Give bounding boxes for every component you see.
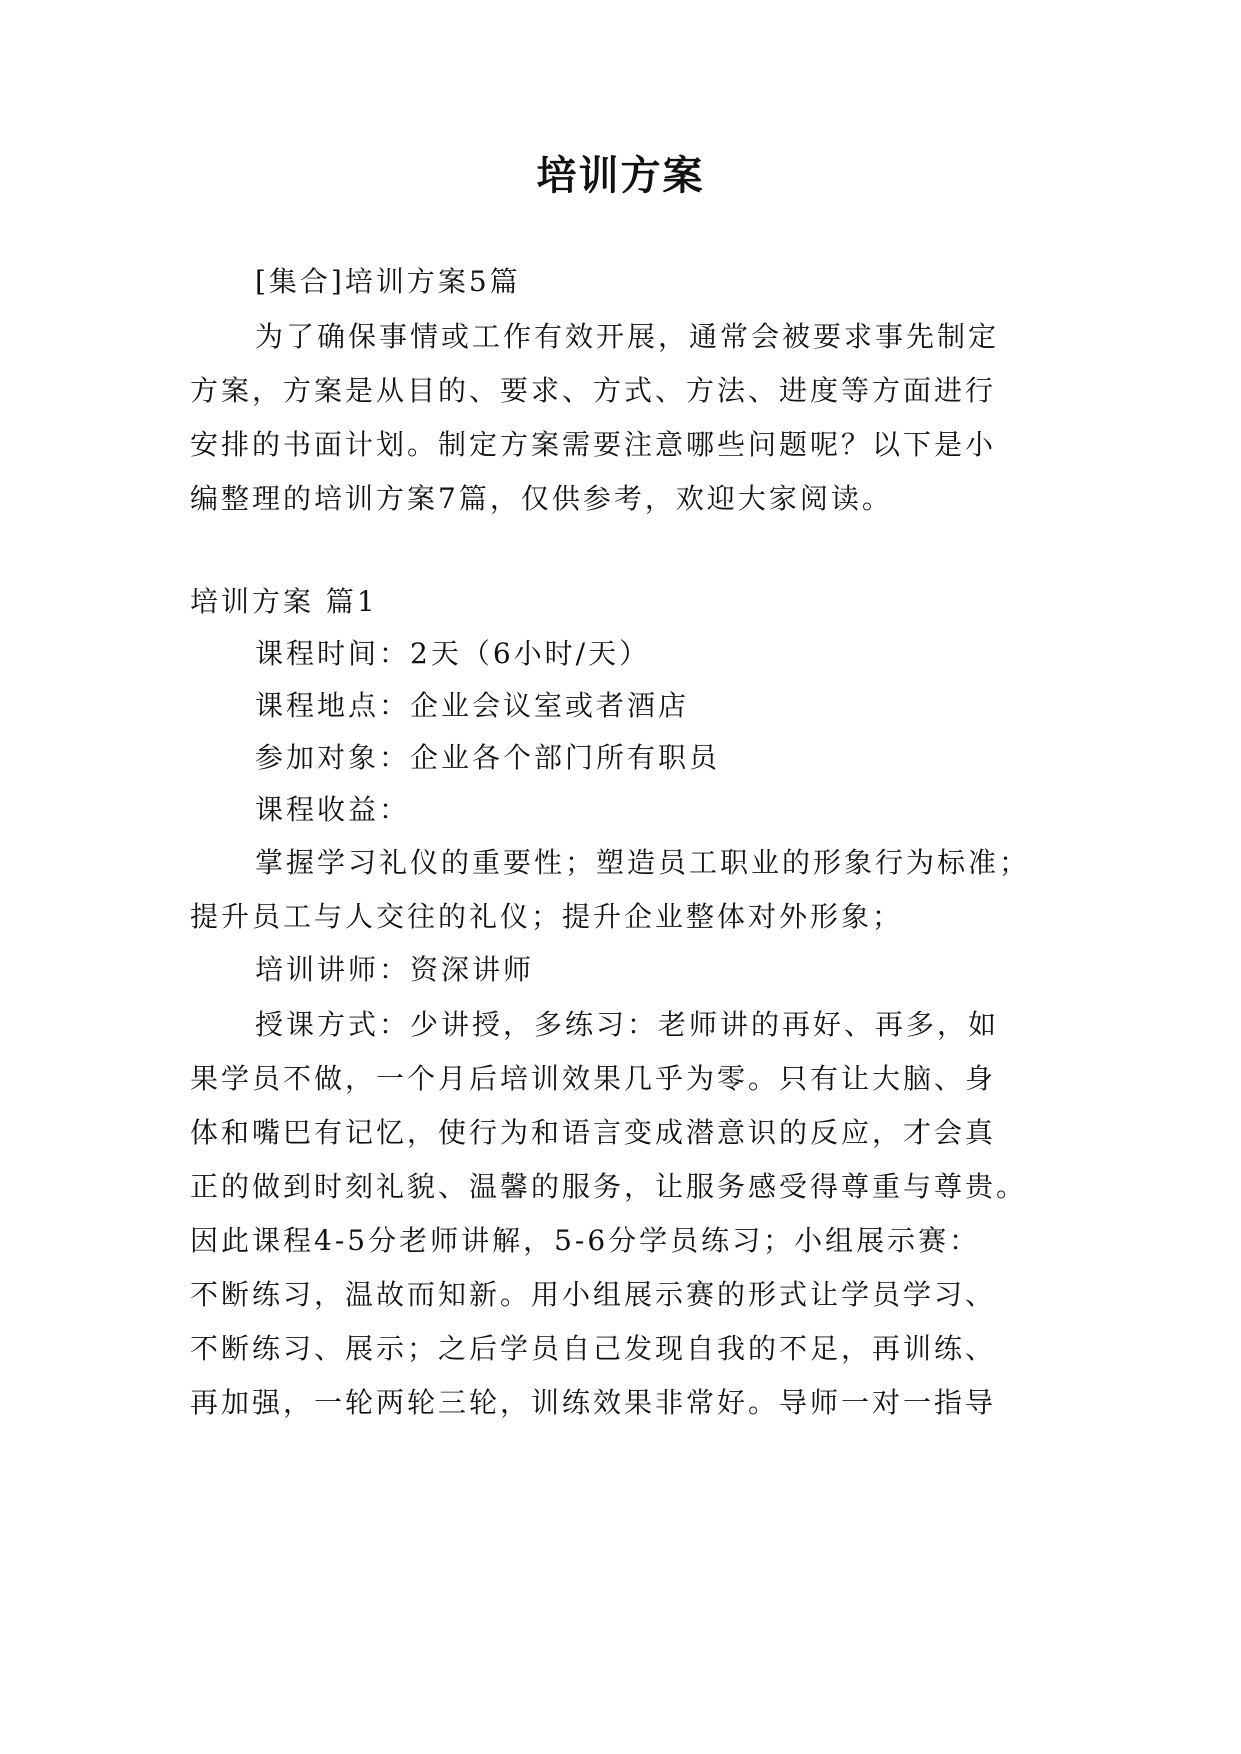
course-location: 课程地点：企业会议室或者酒店 [255,689,690,722]
participants: 参加对象：企业各个部门所有职员 [255,741,721,774]
benefits-label: 课程收益： [255,793,411,826]
teaching-method-line: 正的做到时刻礼貌、温馨的服务，让服务感受得尊重与尊贵。 [190,1170,1028,1203]
section-heading: 培训方案 篇1 [190,585,378,618]
document-subtitle: [集合]培训方案5篇 [255,265,521,298]
teaching-method-line: 体和嘴巴有记忆，使行为和语言变成潜意识的反应，才会真 [190,1116,997,1149]
teaching-method-line: 因此课程4-5分老师讲解，5-6分学员练习；小组展示赛： [190,1224,981,1257]
teaching-method-line: 果学员不做，一个月后培训效果几乎为零。只有让大脑、身 [190,1062,997,1095]
intro-line: 编整理的培训方案7篇，仅供参考，欢迎大家阅读。 [190,482,893,515]
teaching-method-line: 不断练习，温故而知新。用小组展示赛的形式让学员学习、 [190,1278,997,1311]
benefits-line: 掌握学习礼仪的重要性；塑造员工职业的形象行为标准； [255,846,1031,879]
course-time: 课程时间：2天（6小时/天） [255,637,651,670]
teaching-method-line: 再加强，一轮两轮三轮，训练效果非常好。导师一对一指导 [190,1386,997,1419]
intro-line: 为了确保事情或工作有效开展，通常会被要求事先制定 [255,320,1000,353]
document-title: 培训方案 [536,152,705,199]
teaching-method-line: 不断练习、展示；之后学员自己发现自我的不足，再训练、 [190,1332,997,1365]
teaching-method-line: 授课方式：少讲授，多练习：老师讲的再好、再多，如 [255,1008,1000,1041]
intro-line: 方案，方案是从目的、要求、方式、方法、进度等方面进行 [190,374,997,407]
benefits-line: 提升员工与人交往的礼仪；提升企业整体对外形象； [190,900,904,933]
trainer: 培训讲师：资深讲师 [255,953,535,986]
intro-line: 安排的书面计划。制定方案需要注意哪些问题呢？以下是小 [190,428,997,461]
